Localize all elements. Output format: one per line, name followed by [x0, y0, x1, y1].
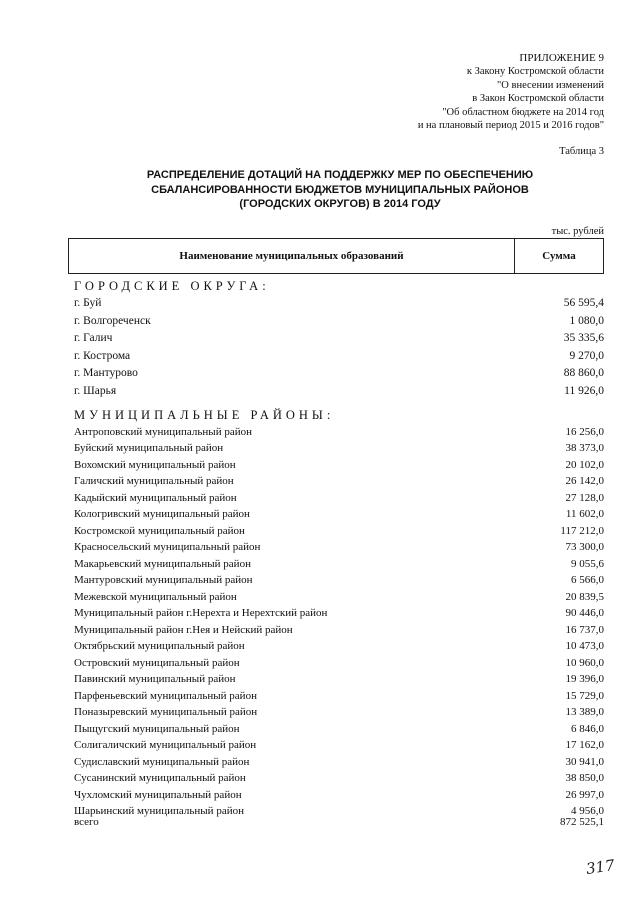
subsidy-amount: 19 396,0 [565, 673, 604, 686]
municipality-name: Пыщугский муниципальный район [74, 722, 240, 735]
subsidy-amount: 11 602,0 [565, 508, 604, 521]
table-row [74, 440, 604, 457]
column-header-sum: Сумма [542, 250, 576, 262]
handwritten-page-number: 317 [584, 856, 616, 878]
subsidy-amount: 20 839,5 [565, 590, 604, 603]
table-row [74, 770, 604, 787]
subsidy-amount: 27 128,0 [565, 491, 604, 504]
municipality-name: г. Мантурово [74, 367, 138, 380]
municipality-name: г. Волгореченск [74, 314, 151, 327]
subsidy-amount: 10 473,0 [565, 640, 604, 653]
municipal-districts-list [74, 424, 604, 820]
subsidy-amount: 73 300,0 [565, 541, 604, 554]
table-row [74, 473, 604, 490]
municipality-name: Муниципальный район г.Нея и Нейский район [74, 623, 293, 636]
municipality-name: Макарьевский муниципальный район [74, 557, 251, 570]
table-row [74, 348, 604, 366]
appendix-header-line: "Об областном бюджете на 2014 год [442, 106, 604, 118]
subsidy-amount: 13 389,0 [565, 706, 604, 719]
subsidy-amount: 38 850,0 [565, 772, 604, 785]
subsidy-amount: 35 335,6 [563, 332, 604, 345]
table-row [74, 671, 604, 688]
municipality-name: Вохомский муниципальный район [74, 458, 236, 471]
table-row [74, 365, 604, 383]
table-row [74, 313, 604, 331]
municipality-name: Кологривский муниципальный район [74, 508, 250, 521]
municipality-name: г. Кострома [74, 349, 131, 362]
municipality-name: Солигаличский муниципальный район [74, 739, 257, 752]
subsidy-amount: 26 142,0 [565, 475, 604, 488]
subsidy-amount: 15 729,0 [565, 689, 604, 702]
municipality-name: Поназыревский муниципальный район [74, 706, 258, 719]
subsidy-amount: 56 595,4 [563, 297, 604, 309]
subsidy-amount: 20 102,0 [565, 458, 604, 471]
municipality-name: Муниципальный район г.Нерехта и Нерехтский район [74, 607, 328, 620]
municipality-name: Костромской муниципальный район [74, 524, 245, 537]
table-row [74, 506, 604, 523]
municipality-name: Сусанинский муниципальный район [74, 772, 246, 785]
municipality-name: Шарьинский муниципальный район [74, 805, 244, 818]
subsidy-amount: 88 860,0 [563, 367, 604, 380]
municipality-name: Павинский муниципальный район [74, 673, 236, 686]
table-row [74, 622, 604, 639]
table-row [74, 787, 604, 804]
subsidy-amount: 38 373,0 [565, 442, 604, 455]
subsidy-amount: 4 956,0 [571, 805, 604, 818]
city-districts-list [74, 295, 604, 401]
subsidy-amount: 9 055,6 [571, 557, 604, 570]
municipality-name: Парфеньевский муниципальный район [74, 689, 257, 702]
table-row [74, 737, 604, 754]
subsidy-amount: 17 162,0 [565, 739, 604, 752]
table-row [74, 295, 604, 313]
appendix-header-line: "О внесении изменений [497, 79, 604, 91]
municipality-name: г. Шарья [74, 384, 117, 397]
table-row [74, 330, 604, 348]
table-row [74, 589, 604, 606]
subsidy-amount: 90 446,0 [565, 607, 604, 620]
table-header [68, 238, 604, 274]
document-title-line: СБАЛАНСИРОВАННОСТИ БЮДЖЕТОВ МУНИЦИПАЛЬНЫХ РАЙОНОВ [151, 183, 529, 196]
appendix-header [418, 52, 604, 132]
subsidy-amount: 11 926,0 [564, 384, 604, 397]
municipality-name: Чухломский муниципальный район [74, 788, 242, 801]
subsidy-amount: 9 270,0 [569, 349, 604, 362]
appendix-header-line: в Закон Костромской области [472, 93, 604, 105]
subsidy-amount: 1 080,0 [569, 314, 604, 327]
subsidy-amount: 10 960,0 [565, 656, 604, 669]
table-row [74, 605, 604, 622]
table-row [74, 424, 604, 441]
table-row [74, 688, 604, 705]
table-row [74, 721, 604, 738]
subsidy-amount: 26 997,0 [565, 788, 604, 801]
municipality-name: г. Галич [74, 332, 113, 345]
total-label: всего [74, 816, 99, 828]
appendix-header-line: и на плановый период 2015 и 2016 годов" [417, 120, 604, 132]
table-row [74, 704, 604, 721]
table-row [74, 638, 604, 655]
subsidy-amount: 30 941,0 [565, 755, 604, 768]
table-row [74, 655, 604, 672]
section-title-city-districts: ГОРОДСКИЕ ОКРУГА: [74, 279, 270, 293]
municipality-name: Межевской муниципальный район [74, 590, 237, 603]
municipality-name: г. Буй [74, 297, 102, 309]
section-title-municipal-districts: МУНИЦИПАЛЬНЫЕ РАЙОНЫ: [74, 407, 335, 422]
subsidy-amount: 16 737,0 [565, 623, 604, 636]
appendix-header-line: к Закону Костромской области [466, 66, 604, 78]
total-row [74, 816, 604, 828]
table-row [74, 572, 604, 589]
table-row [74, 754, 604, 771]
document-title-line: (ГОРОДСКИХ ОКРУГОВ) В 2014 ГОДУ [239, 198, 441, 210]
total-value: 872 525,1 [560, 816, 604, 828]
table-row [74, 383, 604, 401]
municipality-name: Антроповский муниципальный район [74, 425, 252, 438]
subsidy-amount: 117 212,0 [560, 524, 604, 537]
municipality-name: Судиславский муниципальный район [74, 755, 250, 768]
document-title-line: РАСПРЕДЕЛЕНИЕ ДОТАЦИЙ НА ПОДДЕРЖКУ МЕР ПО ОБЕСПЕЧЕНИЮ [146, 169, 534, 181]
table-row [74, 523, 604, 540]
table-row [74, 490, 604, 507]
municipality-name: Галичский муниципальный район [74, 475, 234, 488]
table-body [74, 278, 604, 820]
units-label: тыс. рублей [551, 226, 604, 237]
table-row [74, 457, 604, 474]
table-label: Таблица 3 [559, 146, 604, 157]
table-row [74, 556, 604, 573]
document-title [60, 168, 620, 212]
municipality-name: Красносельский муниципальный район [74, 541, 261, 554]
subsidy-amount: 6 566,0 [571, 574, 604, 587]
subsidy-amount: 16 256,0 [565, 425, 604, 438]
municipality-name: Октябрьский муниципальный район [74, 640, 245, 653]
subsidy-amount: 6 846,0 [571, 722, 604, 735]
municipality-name: Буйский муниципальный район [74, 442, 224, 455]
appendix-header-line: ПРИЛОЖЕНИЕ 9 [519, 52, 604, 64]
municipality-name: Островский муниципальный район [74, 656, 240, 669]
municipality-name: Кадыйский муниципальный район [74, 491, 237, 504]
municipality-name: Мантуровский муниципальный район [74, 574, 253, 587]
column-header-name: Наименование муниципальных образований [69, 239, 515, 273]
table-row [74, 539, 604, 556]
